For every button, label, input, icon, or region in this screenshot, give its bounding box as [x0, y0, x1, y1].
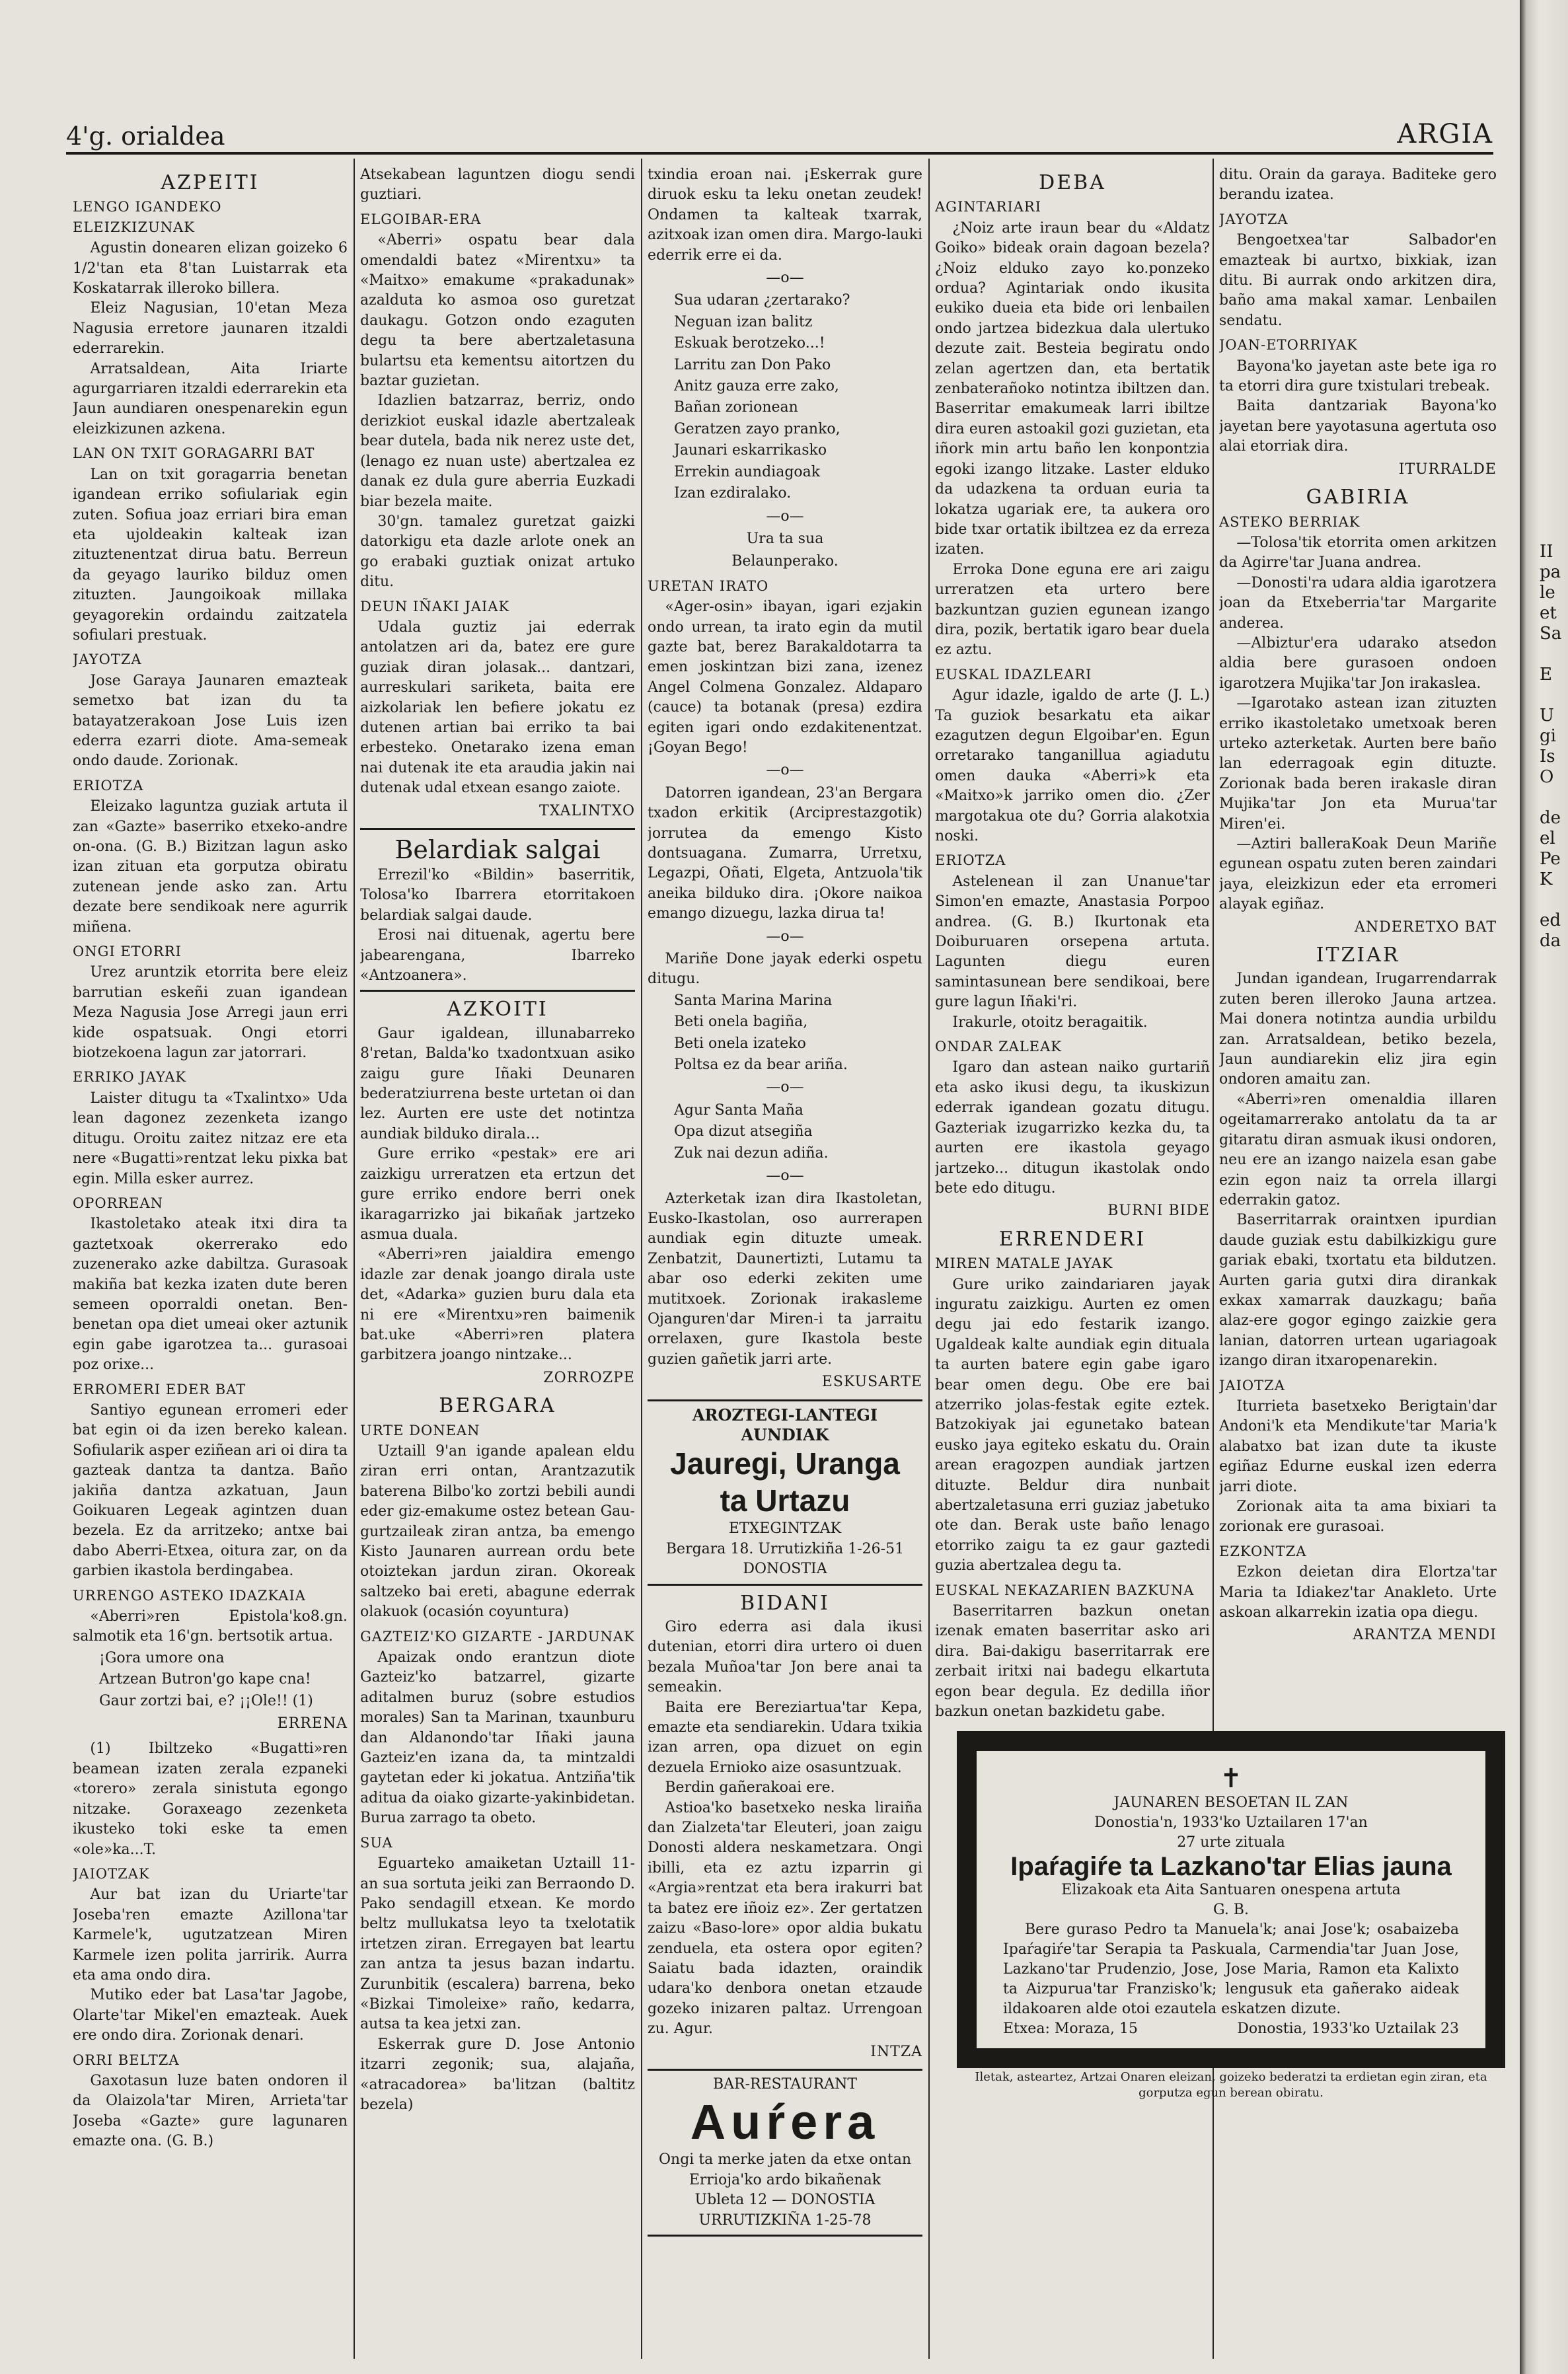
separator: —o— — [766, 1079, 804, 1096]
cross-icon: ✝ — [1220, 1763, 1242, 1794]
paragraph: —Igarotako astean izan zituzten erriko ikastoletako umetxoak beren urteko azterketak. Aurten bere baño lan ederragoak egin dituzte. Zorionak bada beren irakasle diran Mujika'tar Jon eta Murua'tar Miren'ei. — [1219, 695, 1497, 833]
verse-line: Zuk nai dezun adiña. — [674, 1144, 829, 1162]
paragraph: Erroka Done eguna ere ari zaigu urreratzen eta urtero bere bazkuntzan guzien egunean izango dira, pozik, bertatik igaro bear duela ez aztu. — [935, 561, 1210, 659]
paragraph: «Aberri»ren Epistola'ko8.gn. salmotik eta 16'gn. bertsotik artua. — [73, 1608, 348, 1645]
paragraph: Jundan igandean, Irugarrendarrak zuten beren illeroko Jauna artzea. Mai donera notintza aundia urbildu zan. Arratsaldean, betiko bezela, Jaun aundiarekin eliz jira egin ondoren amaitu zan. — [1219, 971, 1497, 1088]
subheading: JAYOTZA — [73, 651, 142, 668]
paragraph: Eguarteko amaiketan Uztaill 11-an sua sortuta jeiki zan Berraondo D. Pako sendagill etxean. Ke mordo beltz mullukatsa leyo ta txelotatik irtetzen ziran. Erregayen bat leartu zan antza ta jesus bazan indartu. Zurunbitik (escalera) barrena, beko «Bizkai Timoleixe» raño, kedarra, autsa ta kea jetxi zan. — [360, 1855, 635, 2033]
paragraph: Lan on txit goragarria benetan igandean erriko sofiulariak egin zuten. Sofiua joaz erriari bira eman eta ujoldeakin kalteak izan zituztenentzat dirua batu. Berreun da geyago lauriko bilduz omen zituzten. Jaungoikoak millaka geyagorekin ordaindu zaitzatela sofiulari prestuak. — [73, 466, 348, 644]
paragraph: Bengoetxea'tar Salbador'en emazteak bi aurtxo, bixkiak, izan ditu. Bi aurrak ondo arkitzen dira, baño ama makal xamar. Lenbailen sendatu. — [1219, 232, 1497, 329]
section-title: DEBA — [1039, 171, 1106, 194]
subheading: MIREN MATALE JAYAK — [935, 1255, 1113, 1272]
section-title: GABIRIA — [1306, 486, 1410, 509]
column-rule — [641, 159, 642, 2359]
paragraph: Datorren igandean, 23'an Bergara txadon erkitik (Arciprestazgotik) jorrutea da emengo Kisto dontsuagana. Zumarra, Urretxu, Legazpi, Oñati, Elgeta, Antzuola'tik aneika bilduko dira. ¡Okore naikoa emango dizuegu, lazka dirua ta! — [648, 784, 922, 922]
paragraph: Laister ditugu ta «Txalintxo» Uda lean dagonez zezenketa izango ditugu. Oroitu zaitez nitzaz ere eta nere «Bugatti»rentzat leku pixka bat egin. Milla esker aurrez. — [73, 1090, 348, 1187]
subheading: AGINTARIARI — [935, 199, 1042, 215]
signature: ZORROZPE — [543, 1369, 635, 1386]
paragraph: Astioa'ko basetxeko neska liraiña dan Zialzeta'tar Eleuteri, joan zaigu Donosti aldera neskametzara. Ongi ibilli, eta ez aztu izparrin gi «Argia»rentzat eta bera irakurri bat ta batez ere iñoiz ez». Zer gertatzen zaizu «Baso-lore» opor aldia bukatu zenduela, eta ostera opor egiten? Saiatu bada idazten, oraindik udara'ko denbora onetan etzaude gozeko inizaren paltaz. Urrengoan zu. Agur. — [648, 1799, 922, 2038]
paragraph: Eleiz Nagusian, 10'etan Meza Nagusia erretore jaunaren itzaldi ederrarekin. — [73, 300, 348, 357]
ad-text: Errezil'ko «Bildin» baserritik, Tolosa'ko Ibarrera etorritakoen belardiak salgai daude. — [360, 867, 635, 924]
ad-title: Auŕera — [690, 2095, 880, 2150]
subheading: URRENGO ASTEKO IDAZKAIA — [73, 1587, 306, 1604]
page-number: 4'g. orialdea — [66, 122, 225, 151]
paragraph: —Albiztur'era udarako atsedon aldia bere gurasoen ondoen igarotzera Mujika'tar Jon irakaslea. — [1219, 634, 1497, 692]
subheading: LAN ON TXIT GORAGARRI BAT — [73, 445, 315, 462]
signature: ITURRALDE — [1398, 461, 1497, 478]
fragment: da — [1540, 931, 1561, 951]
footnote: (1) Ibiltzeko «Bugatti»ren beamean izaten zerala ezpaneki «torero» zerala sinistuta egongo nitzake. Goraxeago zezenketa ikusteko toki eske ta emen «ole»ka...T. — [73, 1740, 348, 1858]
obituary-note: Iletak, asteartez, Artzai Onaren eleizan, goizeko bederatzi ta erdietan egin ziran, eta gorputza egun berean obiratu. — [975, 2070, 1487, 2100]
subheading: DEUN IÑAKI JAIAK — [360, 598, 510, 614]
verse-line: Santa Marina Marina — [674, 992, 833, 1009]
signature: ESKUSARTE — [821, 1374, 922, 1391]
fragment: le — [1540, 583, 1555, 603]
obituary-box — [957, 1731, 1505, 2068]
obituary-footer — [1003, 2019, 1459, 2039]
ad-heading: BAR-RESTAURANT — [712, 2075, 858, 2093]
separator: —o— — [766, 270, 804, 287]
section-title: BERGARA — [439, 1394, 556, 1418]
ad-text: Ubleta 12 — DONOSTIA — [694, 2192, 876, 2209]
paragraph: Igaro dan astean naiko gurtariñ eta asko ikusi degu, ta ikuskizun ederrak igandean gozatu ditugu. Gazteriak izugarrizko kezka du, ta aurten ere ikastola geyago jartzeko... ditugun ikastolak ondo bete edo ditugu. — [935, 1059, 1210, 1197]
paragraph: «Aberri»ren jaialdira emengo idazle zar denak joango dirala uste det, «Adarka» guzien buru dala eta ni ere «Mirentxu»ren baimenik bat.uke «Aberri»ren platera garbitzera joango nintzake... — [360, 1246, 635, 1364]
obituary-text: Bere guraso Pedro ta Manuela'k; anai Jose'k; osabaizeba Ipaŕagiŕe'tar Serapia ta Paskuala, Carmendia'tar Juan Jose, Lazkano'tar Prudenzio, Jose, Jose Maria, Ramon eta Kalixto ta Aizpurua'tar Franzisko'k; lengusuk eta gañerako aideak ildakoaren alde otoi ezautela eskatzen dizute. — [1003, 1921, 1459, 2017]
subheading: ERROMERI EDER BAT — [73, 1381, 246, 1397]
column-3 — [648, 165, 922, 2359]
signature: ANDERETXO BAT — [1355, 918, 1497, 936]
signature: BURNI BIDE — [1107, 1203, 1210, 1220]
fragment: gi — [1540, 726, 1556, 746]
subheading: JAYOTZA — [1219, 211, 1288, 227]
paragraph: Gaur igaldean, illunabarreko 8'retan, Balda'ko txadontxuan asiko zaigu gure Iñaki Deunaren bederatziurrena beste urtetan oi dan lez. Aurten ere uste det notintza aundiak bilduko dirala... — [360, 1025, 635, 1142]
obituary-line: JAUNAREN BESOETAN IL ZAN — [1113, 1795, 1349, 1811]
paragraph: Eleizako laguntza guziak artuta il zan «Gazte» baserriko etxeko-andre on-ona. (G. B.) Bizitzan lagun asko izan zituan eta gorputza obiratu zutenean jende asko zan. Artu dezate bere sendikoak nere agurrik miñena. — [73, 798, 348, 936]
verse-line: Belaunperako. — [731, 553, 839, 570]
ad-text: ETXEGINTZAK — [728, 1520, 842, 1538]
ad-title: Belardiak salgai — [394, 835, 601, 864]
paragraph: Mutiko eder bat Lasa'tar Jagobe, Olarte'tar Mikel'en emazteak. Auek ere ondo dira. Zorionak denari. — [73, 1987, 348, 2044]
fragment: el — [1540, 829, 1555, 848]
subheading: EUSKAL NEKAZARIEN BAZKUNA — [935, 1582, 1195, 1598]
verse-line: Jaunari eskarrikasko — [674, 442, 827, 459]
verse-line: Poltsa ez da bear ariña. — [674, 1057, 848, 1074]
paragraph: —Aztiri balleraKoak Deun Mariñe egunean ospatu zuten beren zaindari jaya, eleizkizun eder eta erromeri alayak egiñaz. — [1219, 836, 1497, 913]
verse-line: Ura ta sua — [746, 530, 824, 547]
advertisement-aurera — [648, 2069, 922, 2237]
paragraph: «Aberri» ospatu bear dala omendaldi batez «Mirentxu» ta «Maitxo» emakume «prakadunak» azalduta ko asmoa oso guretzat daukagu. Gotzon ondo ezaguten degu ta bere abertzaletasuna bulartsu eta kementsu aitortzen du baztar guzietan. — [360, 232, 635, 390]
ad-title: ta Urtazu — [720, 1483, 850, 1518]
subheading: LENGO IGANDEKO ELEIZKIZUNAK — [73, 199, 222, 235]
paragraph: Irakurle, otoitz beragaitik. — [952, 1014, 1148, 1031]
subheading: GAZTEIZ'KO GIZARTE - JARDUNAK — [360, 1628, 635, 1645]
paragraph: Azterketak izan dira Ikastoletan, Eusko-Ikastolan, oso aurrerapen aundiak egin dituzte umeak. Zenbatzit, Daunertizti, Lutamu ta abar oso ederki zekiten ume mutitxoek. Zorionak irakasleme Ojanguren'dar Miren-i ta jarraitu orrelaxen, gure Ikastola beste guzien gañetik jarri arte. — [648, 1190, 922, 1368]
verse-line: Gaur zortzi bai, e? ¡¡Ole!! (1) — [99, 1692, 313, 1709]
paragraph: «Aberri»ren omenaldia illaren ogeitamarrerako antolatu da ta ar gitaratu diran asmuak ikusi ondoren, neu ere an izango naizela esan gabe ezin egon naiz ta orrela illargi ederrakin gatoz. — [1219, 1091, 1497, 1208]
subheading: EUSKAL IDAZLEARI — [935, 666, 1092, 683]
verse-line: Izan ezdiralako. — [674, 485, 792, 502]
column-2 — [360, 165, 635, 2359]
subheading: URTE DONEAN — [360, 1422, 480, 1438]
subheading: SUA — [360, 1834, 393, 1851]
fragment: E — [1540, 665, 1552, 685]
verse-line: Beti onela izateko — [674, 1035, 806, 1052]
section-title: AZPEITI — [161, 171, 260, 194]
paragraph: Iturrieta basetxeko Berigtain'dar Andoni'k eta Mendikute'tar Maria'k alabatxo bat izan dute ta ikuste egiñaz Edurne euskal izen ederra jarri diote. — [1219, 1397, 1497, 1495]
subheading: ERIOTZA — [935, 852, 1006, 869]
ad-text: Erosi nai dituenak, agertu bere jabearengana, Ibarreko «Antzoanera». — [360, 927, 635, 984]
paragraph: Santiyo egunean erromeri eder bat egin oi da izen bereko kalean. Sofiularik asper eziñean ari oi dira ta gazteak dantza ta dantza. Baño jakiña dantza azkatuan, Jaun Goikuaren Legeak agintzen duan bezela. Ez da arritzeko; antxe bai dabo Aberri-Etxea, oitura zar, on da garbien ikastola berdingabea. — [73, 1401, 348, 1580]
paragraph: Apaizak ondo erantzun diote Gazteiz'ko batzarrel, gizarte aditalmen buruz (sobre estudios morales) San ta Marinan, txaunburu dan Aldanondo'tar Iñaki jauna Gazteiz'en izana da, ta mintzaldi gaytetan eder ki jokatua. Antziña'tik aditua da oiako gizarte-yakinbidetan. Burua zarrago ta obeto. — [360, 1649, 635, 1827]
paragraph: —Donosti'ra udara aldia igarotzera joan da Etxeberria'tar Margarite anderea. — [1219, 574, 1497, 632]
paragraph: Baita dantzariak Bayona'ko jayetan bere yayotasuna agertuta oso alai etorriak dira. — [1219, 398, 1497, 455]
advertisement-belardiak — [360, 828, 635, 992]
verse-line: Neguan izan balitz — [674, 313, 813, 330]
paragraph: Agustin donearen elizan goizeko 6 1/2'tan eta 8'tan Luistarrak eta Koskatarrak illeroko billera. — [73, 240, 348, 297]
fragment — [1540, 685, 1566, 706]
column-rule — [928, 159, 930, 2359]
ad-title: Jauregi, Uranga — [670, 1446, 900, 1481]
subheading: ONDAR ZALEAK — [935, 1039, 1062, 1055]
paragraph: Mariñe Done jayak ederki ospetu ditugu. — [648, 951, 922, 988]
verse-line: Bañan zorionean — [674, 399, 798, 416]
ad-text: Errioja'ko ardo bikañenak — [689, 2171, 881, 2188]
subheading: OPORREAN — [73, 1195, 164, 1211]
verse-line: Beti onela bagiña, — [674, 1014, 808, 1031]
obituary-line: Donostia'n, 1933'ko Uztailaren 17'an — [1094, 1814, 1368, 1831]
verse-line: Agur Santa Maña — [674, 1101, 803, 1119]
paragraph: ditu. Orain da garaya. Baditeke gero berandu izatea. — [1219, 167, 1497, 204]
fragment: II — [1540, 542, 1553, 562]
fragment: Pe — [1540, 849, 1561, 869]
paragraph: Gaxotasun luze baten ondoren il da Olaizola'tar Miren, Arrieta'tar Joseba «Gazte» gure lagunaren emazte ona. (G. B.) — [73, 2072, 348, 2150]
paragraph: Giro ederra asi dala ikusi dutenian, etorri dira urtero oi duen bezala Muñoa'tar Jon bere anai ta semeakin. — [648, 1619, 922, 1696]
fragment — [1540, 890, 1566, 910]
verse-line: Larritu zan Don Pako — [674, 356, 831, 373]
paragraph: Ezkon deietan dira Elortza'tar Maria ta Idiakez'tar Anakleto. Urte askoan alkarrekin izatia opa diegu. — [1219, 1564, 1497, 1621]
subheading: ERIOTZA — [73, 777, 144, 794]
ad-heading: AROZTEGI-LANTEGI AUNDIAK — [692, 1405, 878, 1444]
paragraph: «Ager-osin» ibayan, igari ezjakin ondo urrean, ta irato egin da mutil gazte bat, berez Barakaldotarra ta emen joskintzan bizi zana, izenez Angel Colmena Gonzalez. Aldaparo (cauce) ta botanak (presa) ezdira egiten igari ondo ezdakitenentzat. ¡Goyan Bego! — [648, 599, 922, 756]
obituary-date: Donostia, 1933'ko Uztailak 23 — [1237, 2021, 1459, 2037]
fragment: Sa — [1540, 624, 1562, 644]
paragraph: Gure erriko «pestak» ere ari zaizkigu urreratzen eta ertzun det gure erriko endore berri onek ikaragarrizko jai bikañak jartzeko asmua duala. — [360, 1146, 635, 1243]
page-header — [66, 119, 1493, 155]
fragment: O — [1540, 767, 1554, 787]
ad-text: URRUTIZKIÑA 1-25-78 — [698, 2211, 872, 2229]
subheading: ORRI BELTZA — [73, 2052, 180, 2068]
paragraph: Jose Garaya Jaunaren emazteak semetxo bat izan du ta batayatzerakoan Jose Luis izen ederra ezarri diote. Ama-semeak ondo daude. Zorionak. — [73, 672, 348, 770]
subheading: EZKONTZA — [1219, 1543, 1307, 1559]
verse-line: Eskuak berotzeko...! — [674, 335, 825, 352]
section-title: ITZIAR — [1316, 944, 1400, 967]
paragraph: Arratsaldean, Aita Iriarte agurgarriaren itzaldi ederrarekin eta Jaun aundiaren onespenarekin egun eleizkizunen azkena. — [73, 360, 348, 437]
paragraph: Astelenean il zan Unanue'tar Simon'en emazte, Anastasia Porpoo andrea. (G. B.) Ikurtonak eta Doiburuaren orsepena artuta. Lagunten diegu euren samintasunean bere sendikoai, bere gure lagun Iñaki'ri. — [935, 873, 1210, 1011]
paragraph: Atsekabean laguntzen diogu sendi guztiari. — [360, 167, 635, 204]
obituary-line: 27 urte zituala — [1177, 1834, 1285, 1851]
paragraph: Bayona'ko jayetan aste bete iga ro ta etorri dira gure txistulari trebeak. — [1219, 357, 1497, 395]
verse-line: Artzean Butron'go kape cna! — [99, 1671, 311, 1688]
fragment: K — [1540, 870, 1553, 889]
ad-text: DONOSTIA — [743, 1561, 827, 1578]
fragment: Is — [1540, 747, 1555, 766]
fragment — [1540, 644, 1566, 665]
paragraph: Ikastoletako ateak itxi dira ta gaztetxoak okerrerako edo zuzenerako azke dabiltza. Gurasoak makiña bat kezka izaten dute beren semeen oporraldi onetan. Ben-benetan opa diet umeai oker aztunik egin gabe igarotzea ta... gurasoai poz orixe... — [73, 1216, 348, 1374]
paragraph: Zorionak aita ta ama bixiari ta zorionak ere gurasoai. — [1219, 1499, 1497, 1536]
ad-text: Bergara 18. Urrutizkiña 1-26-51 — [665, 1540, 905, 1557]
subheading: JAIOTZA — [1219, 1377, 1285, 1393]
paragraph: Baserritarrak oraintxen ipurdian daude guziak estu dabilkizkigu gure gariak ebaki, txortatu eta bildutzen. Aurten garia gutxi dira dirankak exkax xamarrak dauzkagu; baña alaz-ere gogor egingo zaizkie gera lanian, datorren urtean ugariagoak izango diran itxaropenarekin. — [1219, 1212, 1497, 1370]
column-5 — [1219, 165, 1497, 1711]
subheading: ELGOIBAR-ERA — [360, 211, 482, 227]
verse-line: ¡Gora umore ona — [99, 1649, 225, 1666]
subheading: URETAN IRATO — [648, 577, 769, 594]
paragraph: ¿Noiz arte iraun bear du «Aldatz Goiko» bideak orain dagoan bezela? ¿Noiz elduko zayo ko.ponzeko ordua? Agintariak ondo ikusita eukiko dueia eta bide ori lenbailen ondo jartzea bidezkua dala ulertuko dezute zait. Besteia begiratu ondo zelan agertzen dan, eta bertatik zenbaterañoko notintza ibiltzen dan. Baserritar emakumeak larri ibiltze dira euren astoakil gozi guzietan, eta iñork min artu baño len konpontzia egoki izango litzake. Laster elduko da udazkena ta orduan euria ta lokatza ugariak ere, ta aukera oro bide txar ortatik ibiltzea ez da erreza izaten. — [935, 219, 1210, 558]
section-title: AZKOITI — [447, 998, 548, 1021]
verse-line: Opa dizut atsegiña — [674, 1123, 813, 1140]
paragraph: Eskerrak gure D. Jose Antonio itzarri zegonik; sua, alajaña, «atracadorea» ba'litzan (baltitz bezela) — [360, 2036, 635, 2113]
signature: INTZA — [870, 2043, 922, 2060]
subheading: JOAN-ETORRIYAK — [1219, 337, 1358, 353]
paragraph: Gure uriko zaindariaren jayak inguratu zaizkigu. Aurten ez omen degu jai edo festarik izango. Ugaldeak kalte aundiak egin dituala ta aurten batere egin gabe igaro bear omen degu. Obe ere bai atzerriko jolas-festak egite eztek. Batzokiyak jai egunetako batean eusko jaya egiteko eskatu du. Orain arean eragozpen aundiak jartzen dituzte. Beldur dira nunbait abertzaletasuna erri guziaz jabetuko ote dan. Berak uste baño lenago etorriko zaigu ta ez gaur gaztedi guzia abertzalea degu ta. — [935, 1276, 1210, 1575]
fragment: et — [1540, 603, 1557, 623]
obituary-name: Ipaŕagiŕe ta Lazkano'tar Elias jauna — [1010, 1852, 1452, 1881]
obituary-content — [977, 1751, 1485, 2048]
verse-line: Anitz gauza erre zako, — [674, 378, 839, 395]
separator: —o— — [766, 762, 804, 779]
column-1 — [73, 165, 348, 2359]
obituary-address: Etxea: Moraza, 15 — [1003, 2021, 1138, 2037]
separator: —o— — [766, 507, 804, 525]
verse-line: Errekin aundiagoak — [674, 463, 821, 480]
obituary-line: G. B. — [1213, 1902, 1249, 1918]
signature: ARANTZA MENDI — [1353, 1627, 1497, 1644]
paragraph: Baita ere Bereziartua'tar Kepa, emazte eta sendiarekin. Udara txikia izan arren, opa dizuet on egin dezuela Ernioko aize osasuntzuak. — [648, 1699, 922, 1776]
adjacent-page-edge — [1520, 0, 1568, 2374]
subheading: JAIOTZAK — [73, 1865, 150, 1882]
paragraph: Idazlien batzarraz, berriz, ondo derizkiot euskal idazle abertzaleak bear dutela, bada nik nerez uste det, (lenago ez nuan uste) abertzalea ez danak ez dula gure aberria Euzkadi biar bezela maite. — [360, 392, 635, 510]
verse-line: Geratzen zayo pranko, — [674, 420, 840, 437]
fragment — [1540, 788, 1566, 808]
fragment: pa — [1540, 562, 1561, 582]
fragment: de — [1540, 808, 1561, 828]
obituary-line: Elizakoak eta Aita Santuaren onespena artuta — [1061, 1882, 1401, 1898]
verse-line: Sua udaran ¿zertarako? — [674, 292, 850, 309]
paragraph: 30'gn. tamalez guretzat gaizki datorkigu eta dazle arlote onek an go erabaki guztiak onizat artuko ditu. — [360, 513, 635, 591]
subheading: ONGI ETORRI — [73, 944, 182, 960]
newspaper-name: ARGIA — [1397, 119, 1493, 149]
section-title: BIDANI — [740, 1591, 830, 1615]
separator: —o— — [766, 1168, 804, 1185]
signature: ERRENA — [277, 1715, 348, 1732]
adjacent-page-fragments — [1540, 542, 1566, 951]
paragraph: Uztaill 9'an igande apalean eldu ziran erri ontan, Arantzazutik baterena Bilbo'ko zortzi bebili aundi eder giz-emakume ostez betean Gau-gurtzaileak ziran antza, ba emengo Kisto Jaunaren aurrean ordu bete otoiztekan jardun ziran. Okoreak saltzeko bai ereti, abagune ederrak olakuok (ocasión coyuntura) — [360, 1442, 635, 1621]
subheading: ERRIKO JAYAK — [73, 1069, 187, 1086]
separator: —o— — [766, 928, 804, 945]
signature: TXALINTXO — [539, 802, 635, 819]
paragraph: Agur idazle, igaldo de arte (J. L.) Ta guziok besarkatu eta aikar ezagutzen degun Elgoibar'en. Egun orretarako tanganillua agiadutu omen dauka «Aberri»k eta «Maitxo»k jarriko omen dio. ¿Zer margotakua ote du? Gorria alakotxia noski. — [935, 687, 1210, 844]
fragment: ed — [1540, 910, 1561, 930]
paragraph: —Tolosa'tik etorrita omen arkitzen da Agirre'tar Juana andrea. — [1219, 534, 1497, 572]
section-title: ERRENDERI — [998, 1227, 1146, 1251]
paragraph: Aur bat izan du Uriarte'tar Joseba'ren emazte Azillona'tar Karmele'k, ugutzatzean Miren Karmele izen polita jarririk. Aurra eta ama ondo dira. — [73, 1886, 348, 1984]
column-rule — [354, 159, 355, 2359]
subheading: ASTEKO BERRIAK — [1219, 513, 1361, 530]
paragraph: Udala guztiz jai ederrak antolatzen ari da, batez ere gure guziak diran jolasak... dantzari, aurreskulari sariketa, baita ere aizkolariak len befiere jokatu ez dutenen artian bai erriko ta bai erbesteko. Onetarako izena eman nai dutenak ite eta araudia jakin nai dutenak udal etxean esango zaiote. — [360, 618, 635, 797]
ad-text: Ongi ta merke jaten da etxe ontan — [659, 2151, 911, 2169]
paragraph: Baserritarren bazkun onetan izenak ematen baserritar asko ari dira. Bai-dakigu baserritarrak ere zerbait iritxi nai badegu elkartuta egon bear degula. Ez dedilla iñor bazkun onetan bazkidetu gabe. — [935, 1603, 1210, 1721]
paragraph: Urez aruntzik etorrita bere eleiz barrutian eskeñi zuan igandean Meza Nagusia Jose Arregi jaun erri kide ospatsuak. Ongi etorri biotzekoena lagun zar jatorrari. — [73, 964, 348, 1062]
advertisement-jauregi — [648, 1399, 922, 1586]
paragraph: Berdin gañerakoai ere. — [665, 1779, 835, 1797]
paragraph: txindia eroan nai. ¡Eskerrak gure diruok esku ta leku onetan zeudek! Ondamen ta kalteak txarrak, azitxoak izan omen dira. Margo-lauki ederrik erre ei da. — [648, 167, 922, 264]
fragment: U — [1540, 706, 1554, 725]
